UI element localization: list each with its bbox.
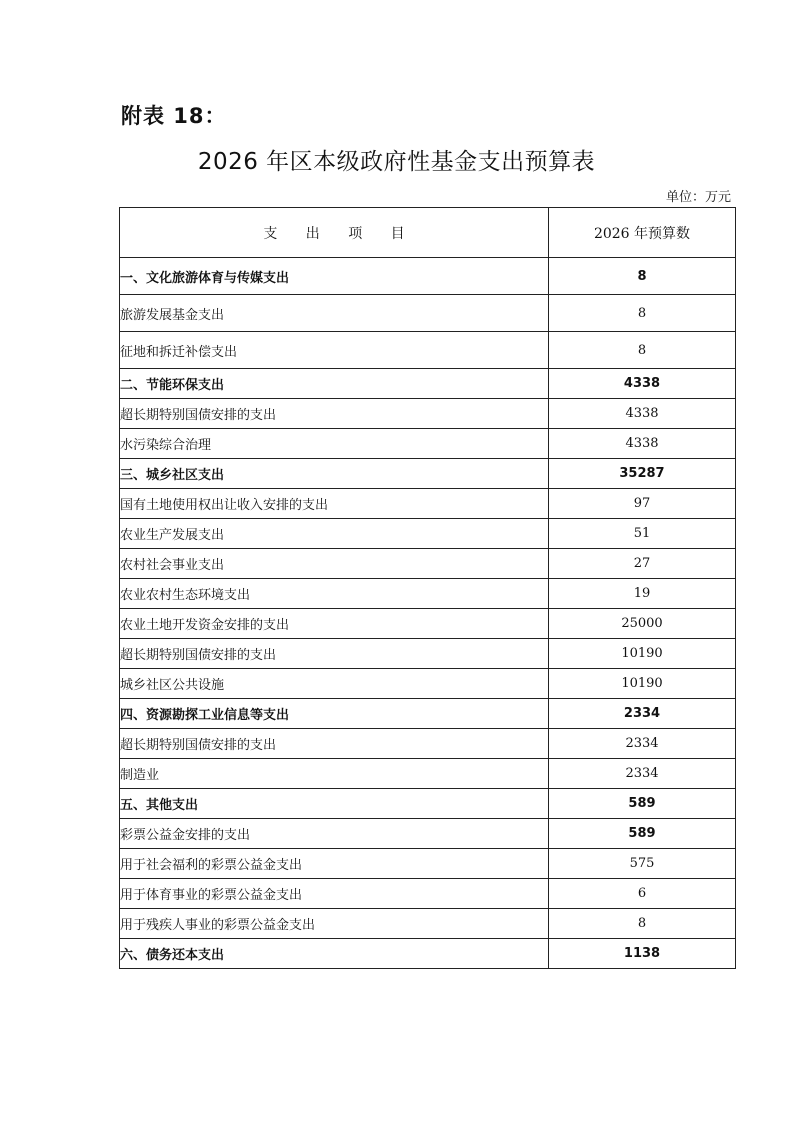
table-row xyxy=(120,669,736,699)
row-item: 国有土地使用权出让收入安排的支出 xyxy=(120,489,549,519)
budget-table xyxy=(119,207,736,969)
row-item: 彩票公益金安排的支出 xyxy=(120,819,549,849)
row-amount: 2334 xyxy=(549,729,736,759)
table-row xyxy=(120,729,736,759)
row-item: 用于残疾人事业的彩票公益金支出 xyxy=(120,909,549,939)
row-amount: 8 xyxy=(549,295,736,332)
header-amount: 2026 年预算数 xyxy=(549,208,736,258)
attachment-label: 附表 18： xyxy=(121,104,227,128)
row-amount: 4338 xyxy=(549,369,736,399)
table-row xyxy=(120,789,736,819)
row-item: 城乡社区公共设施 xyxy=(120,669,549,699)
table-row xyxy=(120,639,736,669)
row-item: 四、资源勘探工业信息等支出 xyxy=(120,699,549,729)
row-item: 超长期特别国债安排的支出 xyxy=(120,399,549,429)
row-item: 农业土地开发资金安排的支出 xyxy=(120,609,549,639)
table-row xyxy=(120,549,736,579)
table-row xyxy=(120,939,736,969)
page-title: 2026 年区本级政府性基金支出预算表 xyxy=(197,149,596,175)
row-item: 农村社会事业支出 xyxy=(120,549,549,579)
table-row xyxy=(120,332,736,369)
row-amount: 10190 xyxy=(549,639,736,669)
table-row xyxy=(120,849,736,879)
table-row xyxy=(120,759,736,789)
table-row xyxy=(120,699,736,729)
row-amount: 19 xyxy=(549,579,736,609)
table-row xyxy=(120,489,736,519)
row-amount: 6 xyxy=(549,879,736,909)
table-row xyxy=(120,459,736,489)
table-body xyxy=(120,258,736,969)
table-row xyxy=(120,879,736,909)
table-row xyxy=(120,819,736,849)
row-amount: 589 xyxy=(549,819,736,849)
row-amount: 8 xyxy=(549,258,736,295)
table-row xyxy=(120,258,736,295)
table-header-row xyxy=(120,208,736,258)
row-amount: 4338 xyxy=(549,399,736,429)
row-item: 用于体育事业的彩票公益金支出 xyxy=(120,879,549,909)
table-row xyxy=(120,295,736,332)
row-item: 农业农村生态环境支出 xyxy=(120,579,549,609)
row-amount: 4338 xyxy=(549,429,736,459)
table-row xyxy=(120,909,736,939)
row-amount: 2334 xyxy=(549,759,736,789)
row-item: 农业生产发展支出 xyxy=(120,519,549,549)
unit-note: 单位：万元 xyxy=(665,190,731,205)
row-amount: 8 xyxy=(549,909,736,939)
row-amount: 51 xyxy=(549,519,736,549)
row-amount: 10190 xyxy=(549,669,736,699)
row-item: 超长期特别国债安排的支出 xyxy=(120,639,549,669)
table-row xyxy=(120,429,736,459)
row-amount: 25000 xyxy=(549,609,736,639)
row-item: 二、节能环保支出 xyxy=(120,369,549,399)
row-item: 六、债务还本支出 xyxy=(120,939,549,969)
row-item: 一、文化旅游体育与传媒支出 xyxy=(120,258,549,295)
table-row xyxy=(120,579,736,609)
header-item: 支 出 项 目 xyxy=(120,208,549,258)
row-item: 征地和拆迁补偿支出 xyxy=(120,332,549,369)
row-item: 用于社会福利的彩票公益金支出 xyxy=(120,849,549,879)
table-row xyxy=(120,609,736,639)
row-amount: 35287 xyxy=(549,459,736,489)
table-row xyxy=(120,519,736,549)
row-item: 水污染综合治理 xyxy=(120,429,549,459)
table-row xyxy=(120,369,736,399)
row-item: 三、城乡社区支出 xyxy=(120,459,549,489)
row-amount: 575 xyxy=(549,849,736,879)
row-amount: 2334 xyxy=(549,699,736,729)
row-amount: 589 xyxy=(549,789,736,819)
row-amount: 8 xyxy=(549,332,736,369)
row-item: 旅游发展基金支出 xyxy=(120,295,549,332)
table-row xyxy=(120,399,736,429)
row-amount: 97 xyxy=(549,489,736,519)
row-item: 五、其他支出 xyxy=(120,789,549,819)
row-item: 超长期特别国债安排的支出 xyxy=(120,729,549,759)
row-item: 制造业 xyxy=(120,759,549,789)
row-amount: 27 xyxy=(549,549,736,579)
row-amount: 1138 xyxy=(549,939,736,969)
